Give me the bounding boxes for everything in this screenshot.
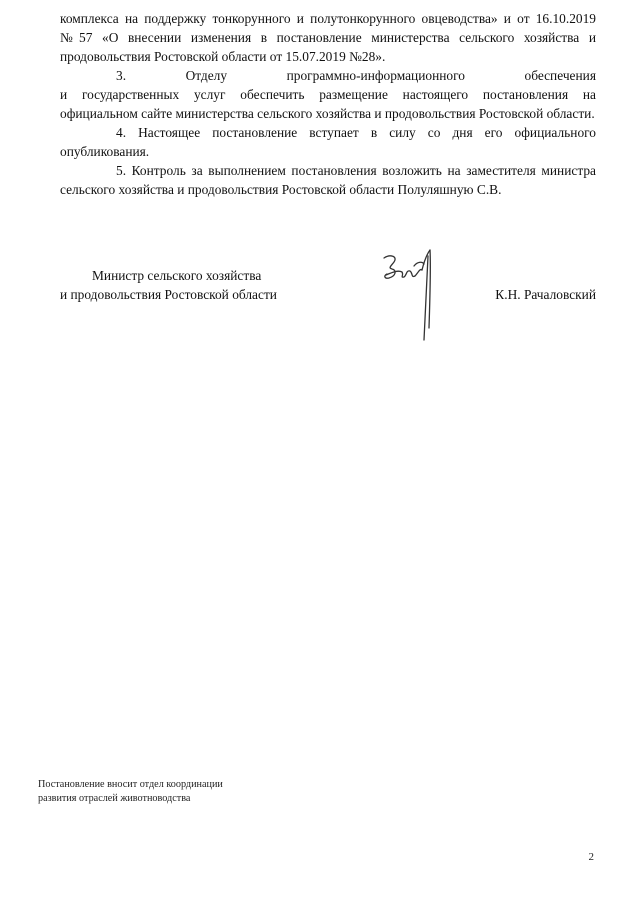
- footer-note-line1: Постановление вносит отдел координации: [38, 779, 223, 790]
- handwritten-signature: [378, 248, 448, 358]
- page-number: 2: [588, 851, 594, 863]
- minister-title-line2: и продовольствия Ростовской области: [60, 287, 277, 302]
- minister-title-line1: Министр сельского хозяйства: [92, 268, 262, 283]
- paragraph-5: 5. Контроль за выполнением постановления возложить на заместителя министра сельского хозяйства и продовольствия Ростовской области Полуляшную С.В.: [60, 163, 596, 197]
- document-body: [60, 9, 596, 199]
- paragraph-3-rest: и государственных услуг обеспечить размещение настоящего постановления на официальном сайте министерства сельского хозяйства и продовольствия Ростовской области.: [60, 87, 596, 121]
- paragraph-continuation: комплекса на поддержку тонкорунного и полутонкорунного овцеводства» и от 16.10.2019 №57 «О внесении изменения в постановление министерства сельского хозяйства и продовольствия Ростовской области от 15.07.2019 №28».: [60, 11, 596, 64]
- minister-title: [60, 266, 320, 304]
- footer-note: [38, 778, 223, 806]
- signature-block: [0, 266, 640, 366]
- paragraph-4: 4. Настоящее постановление вступает в силу со дня его официального опубликования.: [60, 125, 596, 159]
- footer-note-line2: развития отраслей животноводства: [38, 793, 191, 804]
- paragraph-3-first-line: 3. Отделу программно-информационного обеспечения: [116, 68, 596, 83]
- minister-name: К.Н. Рачаловский: [495, 287, 596, 302]
